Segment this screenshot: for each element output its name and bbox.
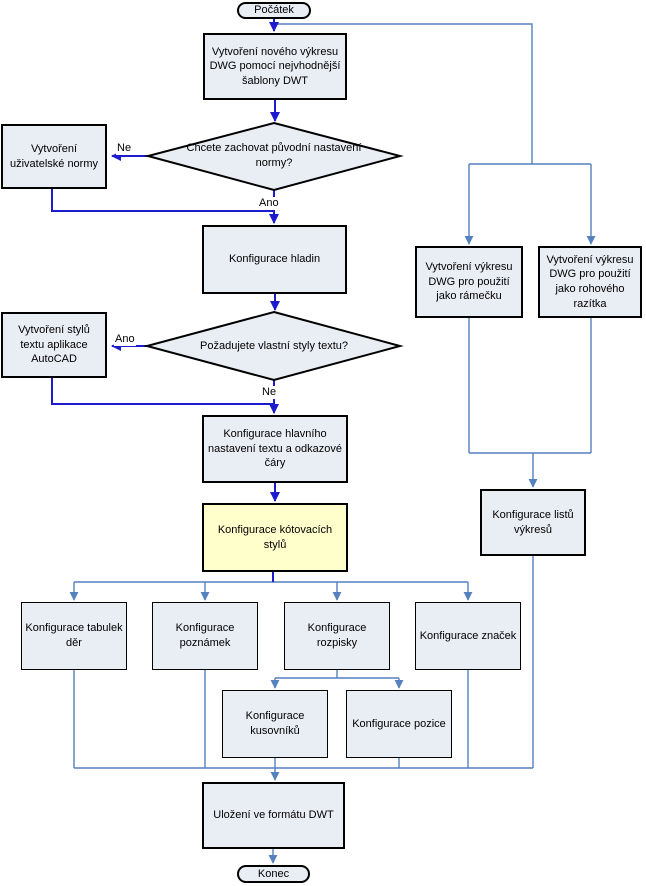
- node-config-symbols: Konfigurace značek: [415, 602, 521, 670]
- start-terminator: Počátek: [237, 2, 311, 19]
- decision-diamond-text-styles: [147, 312, 400, 380]
- node-create-user-norm: Vytvoření uživatelské normy: [1, 124, 107, 189]
- node-config-hole-tables: Konfigurace tabulek děr: [21, 602, 127, 670]
- node-create-dwg: Vytvoření nového výkresu DWG pomocí nejvhodnější šablony DWT: [203, 33, 347, 100]
- node-config-sheets: Konfigurace listů výkresů: [480, 489, 586, 556]
- node-save-dwt: Uložení ve formátu DWT: [202, 782, 345, 849]
- node-config-layers: Konfigurace hladin: [202, 225, 347, 294]
- edge-label-no-1: Ne: [117, 142, 132, 154]
- node-config-title-block: Konfigurace rozpisky: [284, 602, 390, 670]
- node-create-frame-dwg: Vytvoření výkresu DWG pro použití jako rámečku: [415, 246, 523, 318]
- end-terminator: Konec: [237, 865, 310, 883]
- node-config-parts-lists: Konfigurace kusovníků: [222, 690, 328, 758]
- decision-norm-label: Chcete zachovat původní nastavení normy?: [186, 142, 362, 169]
- node-config-balloons: Konfigurace pozice: [346, 690, 452, 758]
- edge-label-no-2: Ne: [262, 386, 277, 398]
- node-config-main-text: Konfigurace hlavního nastavení textu a odkazové čáry: [202, 415, 348, 483]
- node-config-notes: Konfigurace poznámek: [152, 602, 258, 670]
- node-create-stamp-dwg: Vytvoření výkresu DWG pro použití jako rohového razítka: [538, 246, 642, 318]
- decision-diamond-norm: [148, 123, 400, 190]
- edge-label-yes-1: Ano: [259, 197, 279, 209]
- decision-text-styles-label: Požadujete vlastní styly textu?: [200, 339, 348, 352]
- edge-label-yes-2: Ano: [115, 333, 135, 345]
- node-config-dim-styles: Konfigurace kótovacích stylů: [202, 503, 348, 572]
- node-create-text-styles: Vytvoření stylů textu aplikace AutoCAD: [1, 312, 107, 378]
